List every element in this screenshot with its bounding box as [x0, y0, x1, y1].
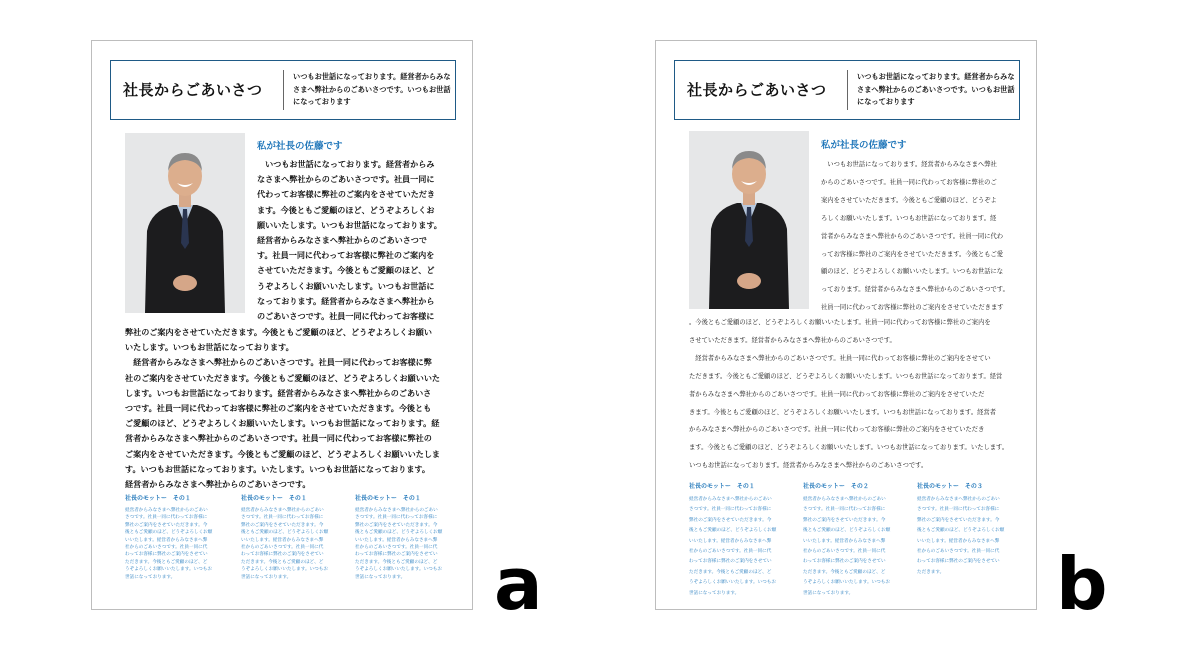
president-photo — [689, 131, 809, 309]
president-photo — [125, 133, 245, 313]
motto-block-1 — [125, 493, 225, 581]
header-box — [110, 60, 456, 120]
motto-block-2 — [803, 481, 903, 599]
header-title: 社長からごあいさつ — [687, 81, 827, 99]
header-box — [674, 60, 1020, 120]
body-text-full: 弊社のご案内をさせていただきます。今後ともご愛顧のほど、どうぞよろしくお願い いたします。いつもお世話になっております。 経営者からみなさまへ弊社からのごあいさつです。社員一同に代わってお客様に弊 社のご案内をさせていただきます。今後ともご愛顧のほど、どうぞよろしくお願いいた します。いつもお世話になっております。経営者からみなさまへ弊社からのごあいさ つです。社員一同に代わってお客様に弊社のご案内をさせていただきます。今後とも ご愛顧のほど、どうぞよろしくお願いいたします。いつもお世話になっております。経 営者からみなさまへ弊社からのごあいさつです。社員一同に代わってお客様に弊社の ご案内をさせていただきます。今後ともご愛顧のほど、どうぞよろしくお願いいたしま す。いつもお世話になっております。いたします。いつもお世話になっております。 経営者からみなさまへ弊社からのごあいさつです。 — [125, 327, 441, 490]
header-intro: いつもお世話になっております。経営者からみな さまへ弊社からのごあいさつです。いつもお世話 になっております — [857, 72, 1015, 106]
motto-text: 経営者からみなさまへ弊社からのごあい さつです。社員一同に代わってお客様に 弊社のご案内をさせていただきます。今 後ともご愛顧のほど、どうぞよろしくお願 いいたします。経営者からみなさまへ弊 社からのごあいさつです。社員一同に代 わってお客様に弊社のご案内をさせてい ただきます。今後ともご愛顧のほど、ど うぞよろしくお願いいたします。いつもお 世話になっております。 — [125, 508, 213, 580]
motto-text: 経営者からみなさまへ弊社からのごあい さつです。社員一同に代わってお客様に 弊社のご案内をさせていただきます。今 後ともご愛顧のほど、どうぞよろしくお願 いいたします。経営者からみなさまへ弊 社からのごあいさつです。社員一同に代 わってお客様に弊社のご案内をさせてい ただきます。今後ともご愛顧のほど、ど うぞよろしくお願いいたします。いつもお 世話になっております。 — [241, 508, 329, 580]
motto-block-2 — [241, 493, 341, 581]
motto-text: 経営者からみなさまへ弊社からのごあい さつです。社員一同に代わってお客様に 弊社のご案内をさせていただきます。今 後ともご愛顧のほど、どうぞよろしくお願 いいたします。経営者からみなさまへ弊 社からのごあいさつです。社員一同に代 わってお客様に弊社のご案内をさせてい ただきます。今後ともご愛顧のほど、ど うぞよろしくお願いいたします。いつもお 世話になっております。 — [689, 497, 777, 596]
sub-heading: 私が社長の佐藤です — [257, 141, 343, 152]
motto-block-1 — [689, 481, 789, 599]
motto-title: 社長のモットー その３ — [917, 483, 983, 490]
header-divider — [283, 70, 284, 110]
motto-title: 社長のモットー その１ — [241, 495, 307, 502]
motto-block-3 — [355, 493, 455, 581]
motto-text: 経営者からみなさまへ弊社からのごあい さつです。社員一同に代わってお客様に 弊社のご案内をさせていただきます。今 後ともご愛顧のほど、どうぞよろしくお願 いいたします。経営者からみなさまへ弊 社からのごあいさつです。社員一同に代 わってお客様に弊社のご案内をさせてい ただきます。今後ともご愛顧のほど、ど うぞよろしくお願いいたします。いつもお 世話になっております。 — [355, 508, 443, 580]
motto-title: 社長のモットー その２ — [803, 483, 869, 490]
motto-title: 社長のモットー その１ — [689, 483, 755, 490]
panel-label-b: b — [1056, 542, 1108, 626]
header-title: 社長からごあいさつ — [123, 81, 263, 99]
panel-label-a: a — [494, 542, 543, 626]
document-page-b — [655, 40, 1037, 610]
body-text-side: いつもお世話になっております。経営者からみ なさまへ弊社からのごあいさつです。社員一同に 代わってお客様に弊社のご案内をさせていただき ます。今後ともご愛顧のほど、どうぞよろしくお 願いいたします。いつもお世話になっております。 経営者からみなさまへ弊社からのごあいさつで す。社員一同に代わってお客様に弊社のご案内を させていただきます。今後ともご愛顧のほど、ど うぞよろしくお願いいたします。いつもお世話に なっております。経営者からみなさまへ弊社から のごあいさつです。社員一同に代わってお客様に — [257, 159, 442, 322]
body-text-full: 。今後ともご愛顧のほど、どうぞよろしくお願いいたします。社員一同に代わってお客様に弊社のご案内を させていただきます。経営者からみなさまへ弊社からのごあいさつです。 経営者からみなさまへ弊社からのごあいさつです。社員一同に代わってお客様に弊社のご案内をさせてい ただきます。今後ともご愛顧のほど、どうぞよろしくお願いいたします。いつもお世話になっております。経営 者からみなさまへ弊社からのごあいさつです。社員一同に代わってお客様に弊社のご案内をさせていただ きます。今後ともご愛顧のほど、どうぞよろしくお願いいたします。いつもお世話になっております。経営者 からみなさまへ弊社からのごあいさつです。社員一同に代わってお客様に弊社のご案内をさせていただき ます。今後ともご愛顧のほど、どうぞよろしくお願いいたします。いつもお世話になっております。いたします。 いつもお世話になっております。経営者からみなさまへ弊社からのごあいさつです。 — [689, 319, 1009, 470]
motto-title: 社長のモットー その１ — [355, 495, 421, 502]
motto-block-3 — [917, 481, 1017, 578]
sub-heading: 私が社長の佐藤です — [821, 140, 907, 151]
header-intro: いつもお世話になっております。経営者からみな さまへ弊社からのごあいさつです。いつもお世話 になっております — [293, 72, 451, 106]
document-page-a — [91, 40, 473, 610]
motto-title: 社長のモットー その１ — [125, 495, 191, 502]
motto-text: 経営者からみなさまへ弊社からのごあい さつです。社員一同に代わってお客様に 弊社のご案内をさせていただきます。今 後ともご愛顧のほど、どうぞよろしくお願 いいたします。経営者からみなさまへ弊 社からのごあいさつです。社員一同に代 わってお客様に弊社のご案内をさせてい ただきます。 — [917, 497, 1005, 575]
header-divider — [847, 70, 848, 110]
body-text-side: いつもお世話になっております。経営者からみなさまへ弊社 からのごあいさつです。社員一同に代わってお客様に弊社のご 案内をさせていただきます。今後ともご愛顧のほど、どうぞよ ろしくお願いいたします。いつもお世話になっております。経 営者からみなさまへ弊社からのごあいさつです。社員一同に代わ ってお客様に弊社のご案内をさせていただきます。今後ともご愛 顧のほど、どうぞよろしくお願いいたします。いつもお世話にな っております。経営者からみなさまへ弊社からのごあいさつです。 社員一同に代わってお客様に弊社のご案内をさせていただきます — [821, 161, 1009, 312]
motto-text: 経営者からみなさまへ弊社からのごあい さつです。社員一同に代わってお客様に 弊社のご案内をさせていただきます。今 後ともご愛顧のほど、どうぞよろしくお願 いいたします。経営者からみなさまへ弊 社からのごあいさつです。社員一同に代 わってお客様に弊社のご案内をさせてい ただきます。今後ともご愛顧のほど、ど うぞよろしくお願いいたします。いつもお 世話になっております。 — [803, 497, 891, 596]
